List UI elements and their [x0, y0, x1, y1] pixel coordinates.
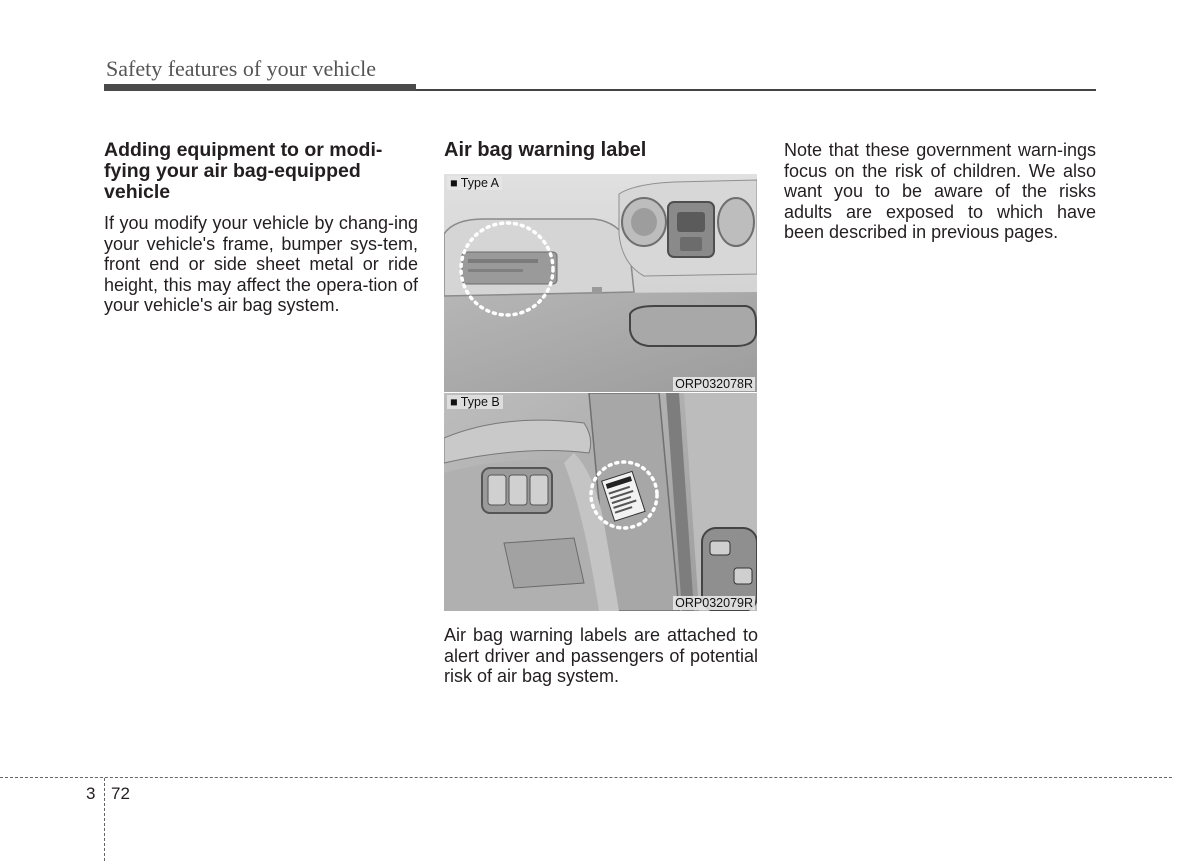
left-column: [104, 140, 418, 316]
chapter-number: 3: [86, 784, 96, 803]
figure-type-a-code: ORP032078R: [675, 377, 753, 391]
type-b-illustration: [444, 393, 757, 611]
section-body-adding-equipment: If you modify your vehicle by chang-ing your vehicle's frame, bumper sys-tem, front end or side sheet metal or ride height, this may affect the opera-tion of your vehicle's air bag system.: [104, 213, 418, 315]
right-column: [784, 140, 1096, 243]
footer-divider: [0, 777, 1172, 778]
page-header-title: Safety features of your vehicle: [106, 56, 376, 81]
figure-type-b-image: [444, 393, 757, 611]
warning-label-text-block: [444, 625, 758, 687]
figure-type-b-label: ■ Type B: [447, 395, 503, 409]
page-number: 72: [111, 784, 130, 803]
middle-column: [444, 140, 758, 171]
section-body-warning-label: Air bag warning labels are attached to alert driver and passengers of potential risk of air bag system.: [444, 625, 758, 686]
figure-type-b-code: ORP032079R: [675, 596, 753, 610]
type-a-illustration: [444, 174, 757, 392]
figure-type-a-image: [444, 174, 757, 392]
figure-type-a-label: ■ Type A: [447, 176, 502, 190]
section-heading-warning-label: Air bag warning label: [444, 139, 647, 161]
footer-vertical-divider: [104, 778, 105, 861]
header-rule-accent: [104, 84, 416, 91]
section-body-government-warnings: Note that these government warn-ings focus on the risk of children. We also want you to be aware of the risks adults are exposed to which have been described in previous pages.: [784, 140, 1096, 242]
section-heading-adding-equipment: Adding equipment to or modi-fying your air bag-equipped vehicle: [104, 139, 383, 203]
